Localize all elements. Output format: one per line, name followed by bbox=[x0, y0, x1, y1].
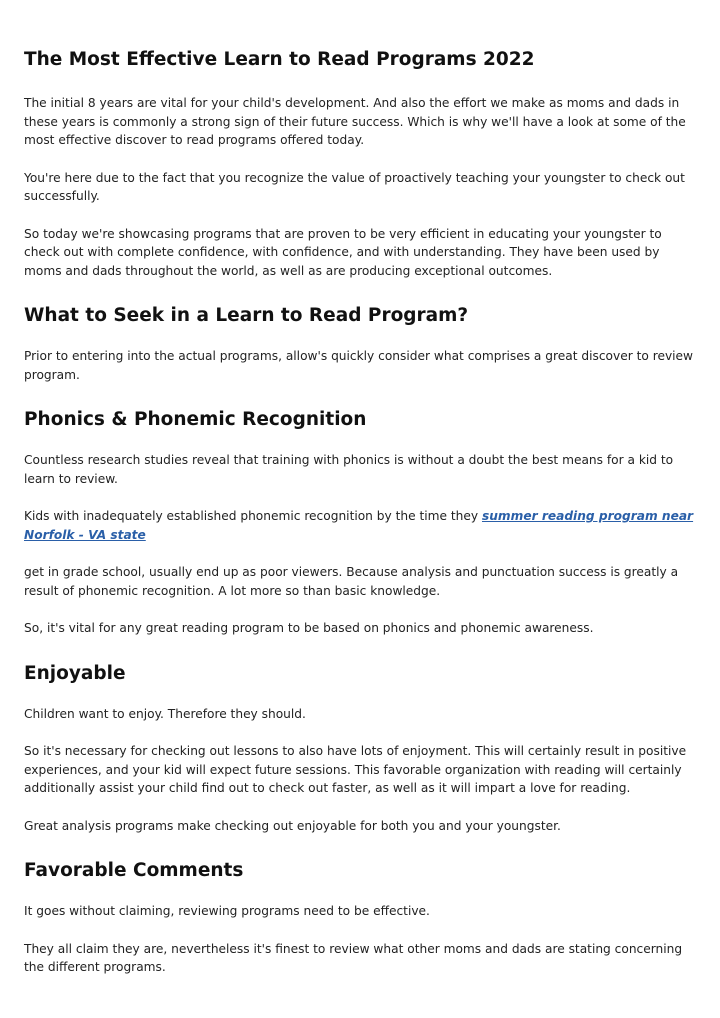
section-heading-what-to-seek: What to Seek in a Learn to Read Program? bbox=[24, 305, 469, 326]
intro-paragraph-1: The initial 8 years are vital for your child's development. And also the effort we make as moms and dads in these years is commonly a strong sign of their future success. Which is why we'll have a look at some of the most effective discover to read programs offered today. bbox=[24, 96, 686, 147]
section-heading-favorable-comments: Favorable Comments bbox=[24, 860, 244, 881]
intro-paragraph-2: You're here due to the fact that you recognize the value of proactively teaching your youngster to check out successfully. bbox=[24, 170, 685, 203]
section-enjoyable-paragraph-1: Children want to enjoy. Therefore they should. bbox=[24, 706, 306, 721]
section-phonics-paragraph-1: Countless research studies reveal that training with phonics is without a doubt the best means for a kid to learn to review. bbox=[24, 453, 674, 486]
section-heading-phonics: Phonics & Phonemic Recognition bbox=[24, 409, 367, 430]
article-title: The Most Effective Learn to Read Programs 2022 bbox=[24, 49, 535, 70]
section-enjoyable-paragraph-2: So it's necessary for checking out lessons to also have lots of enjoyment. This will certainly result in positive experiences, and your kid will expect future sessions. This favorable organization with reading will certainly additionally assist your child find out to check out faster, as well as it will impart a love for reading. bbox=[24, 744, 687, 795]
summer-reading-program-link[interactable]: summer reading program near Norfolk - VA state bbox=[24, 509, 694, 542]
section-favorable-comments-paragraph-1: It goes without claiming, reviewing programs need to be effective. bbox=[24, 904, 430, 918]
section-enjoyable-paragraph-3: Great analysis programs make checking out enjoyable for both you and your youngster. bbox=[24, 818, 561, 833]
section-phonics-paragraph-2 bbox=[24, 507, 696, 544]
intro-paragraph-3: So today we're showcasing programs that are proven to be very efficient in educating your youngster to check out with complete confidence, with confidence, and with understanding. They have been used by moms and dads throughout the world, as well as are producing exceptional outcomes. bbox=[24, 226, 662, 278]
section-phonics-paragraph-3: get in grade school, usually end up as poor viewers. Because analysis and punctuation success is greatly a result of phonemic recognition. A lot more so than basic knowledge. bbox=[24, 565, 679, 598]
paragraph-text-before-link: Kids with inadequately established phonemic recognition by the time they bbox=[24, 509, 482, 523]
section-phonics-paragraph-4: So, it's vital for any great reading program to be based on phonics and phonemic awareness. bbox=[24, 621, 594, 635]
section-what-to-seek-paragraph-1: Prior to entering into the actual programs, allow's quickly consider what comprises a great discover to review program. bbox=[24, 349, 694, 382]
section-heading-enjoyable: Enjoyable bbox=[24, 662, 126, 684]
section-favorable-comments-paragraph-2: They all claim they are, nevertheless it's finest to review what other moms and dads are stating concerning the different programs. bbox=[24, 941, 683, 974]
